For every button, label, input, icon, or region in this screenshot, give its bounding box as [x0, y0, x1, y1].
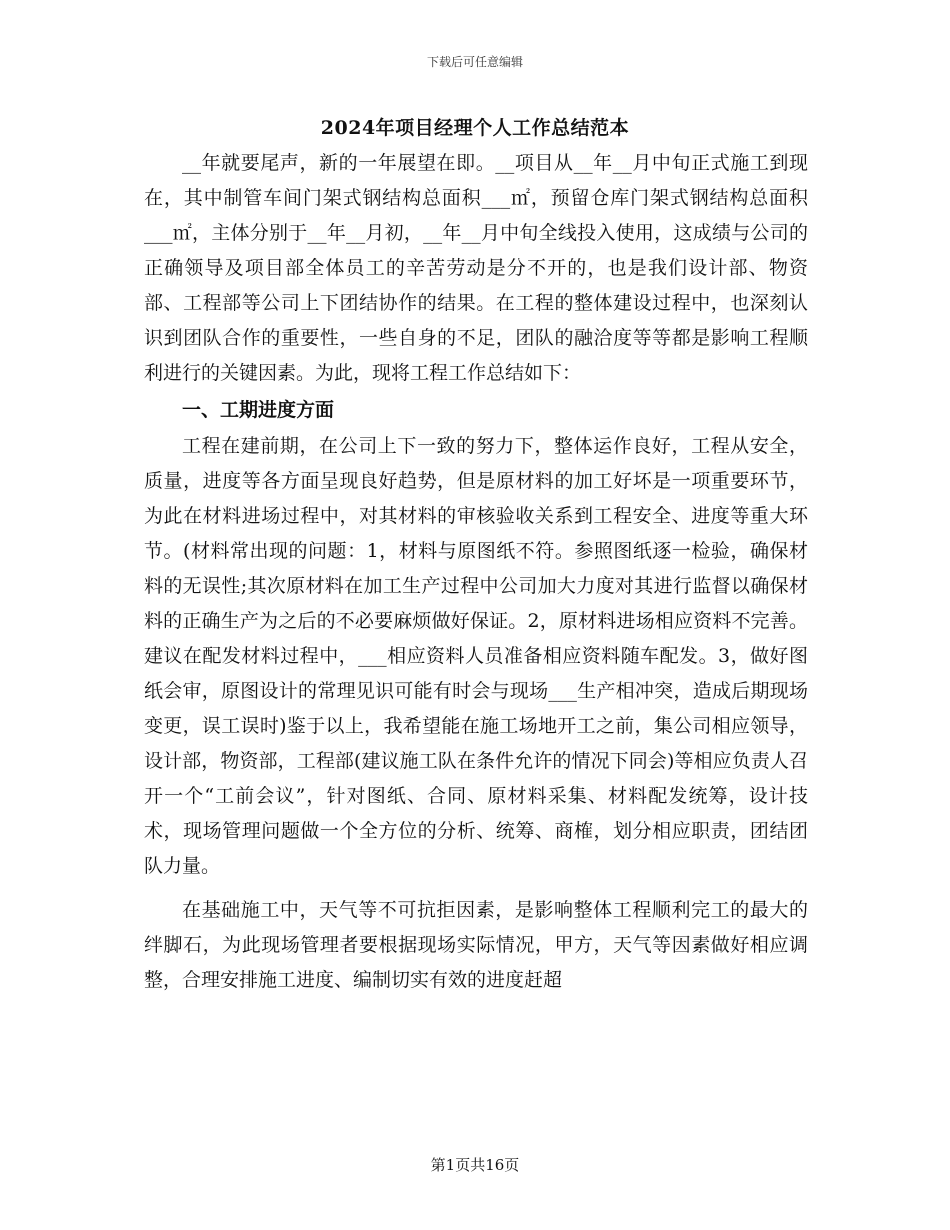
section-heading: 一、工期进度方面 [182, 399, 335, 421]
intro-paragraph: __年就要尾声，新的一年展望在即。__项目从__年__月中旬正式施工到现在，其中制管车间门架式钢结构总面积___㎡，预留仓库门架式钢结构总面积___㎡，主体分别于__年__月初，__年__月中旬全线投入使用，这成绩与公司的正确领导及项目部全体员工的辛苦劳动是分不开的，也是我们设计部、物资部、工程部等公司上下团结协作的结果。在工程的整体建设过程中，也深刻认识到团队合作的重要性，一些自身的不足，团队的融洽度等等都是影响工程顺利进行的关键因素。为此，现将工程工作总结如下： [144, 152, 808, 384]
body-paragraph: 在基础施工中，天气等不可抗拒因素，是影响整体工程顺利完工的最大的绊脚石，为此现场管理者要根据现场实际情况，甲方，天气等因素做好相应调整，合理安排施工进度、编制切实有效的进度赶超 [144, 899, 808, 991]
document-body [144, 146, 808, 998]
body-paragraph: 工程在建前期，在公司上下一致的努力下，整体运作良好，工程从安全，质量，进度等各方面呈现良好趋势，但是原材料的加工好坏是一项重要环节，为此在材料进场过程中，对其材料的审核验收关系到工程安全、进度等重大环节。(材料常出现的问题：1，材料与原图纸不符。参照图纸逐一检验，确保材料的无误性;其次原材料在加工生产过程中公司加大力度对其进行监督以确保材料的正确生产为之后的不必要麻烦做好保证。2，原材料进场相应资料不完善。建议在配发材料过程中，___相应资料人员准备相应资料随车配发。3，做好图纸会审，原图设计的常理见识可能有时会与现场___生产相冲突，造成后期现场变更，误工误时)鉴于以上，我希望能在施工场地开工之前，集公司相应领导，设计部，物资部，工程部(建议施工队在条件允许的情况下同会)等相应负责人召开一个“工前会议”，针对图纸、合同、原材料采集、材料配发统筹，设计技术，现场管理问题做一个全方位的分析、统筹、商榷，划分相应职责，团结团队力量。 [144, 435, 808, 877]
page-header: 下载后可任意编辑 [426, 55, 523, 69]
document-title: 2024年项目经理个人工作总结范本 [320, 117, 630, 139]
page-footer: 第1页共16页 [430, 1156, 520, 1174]
